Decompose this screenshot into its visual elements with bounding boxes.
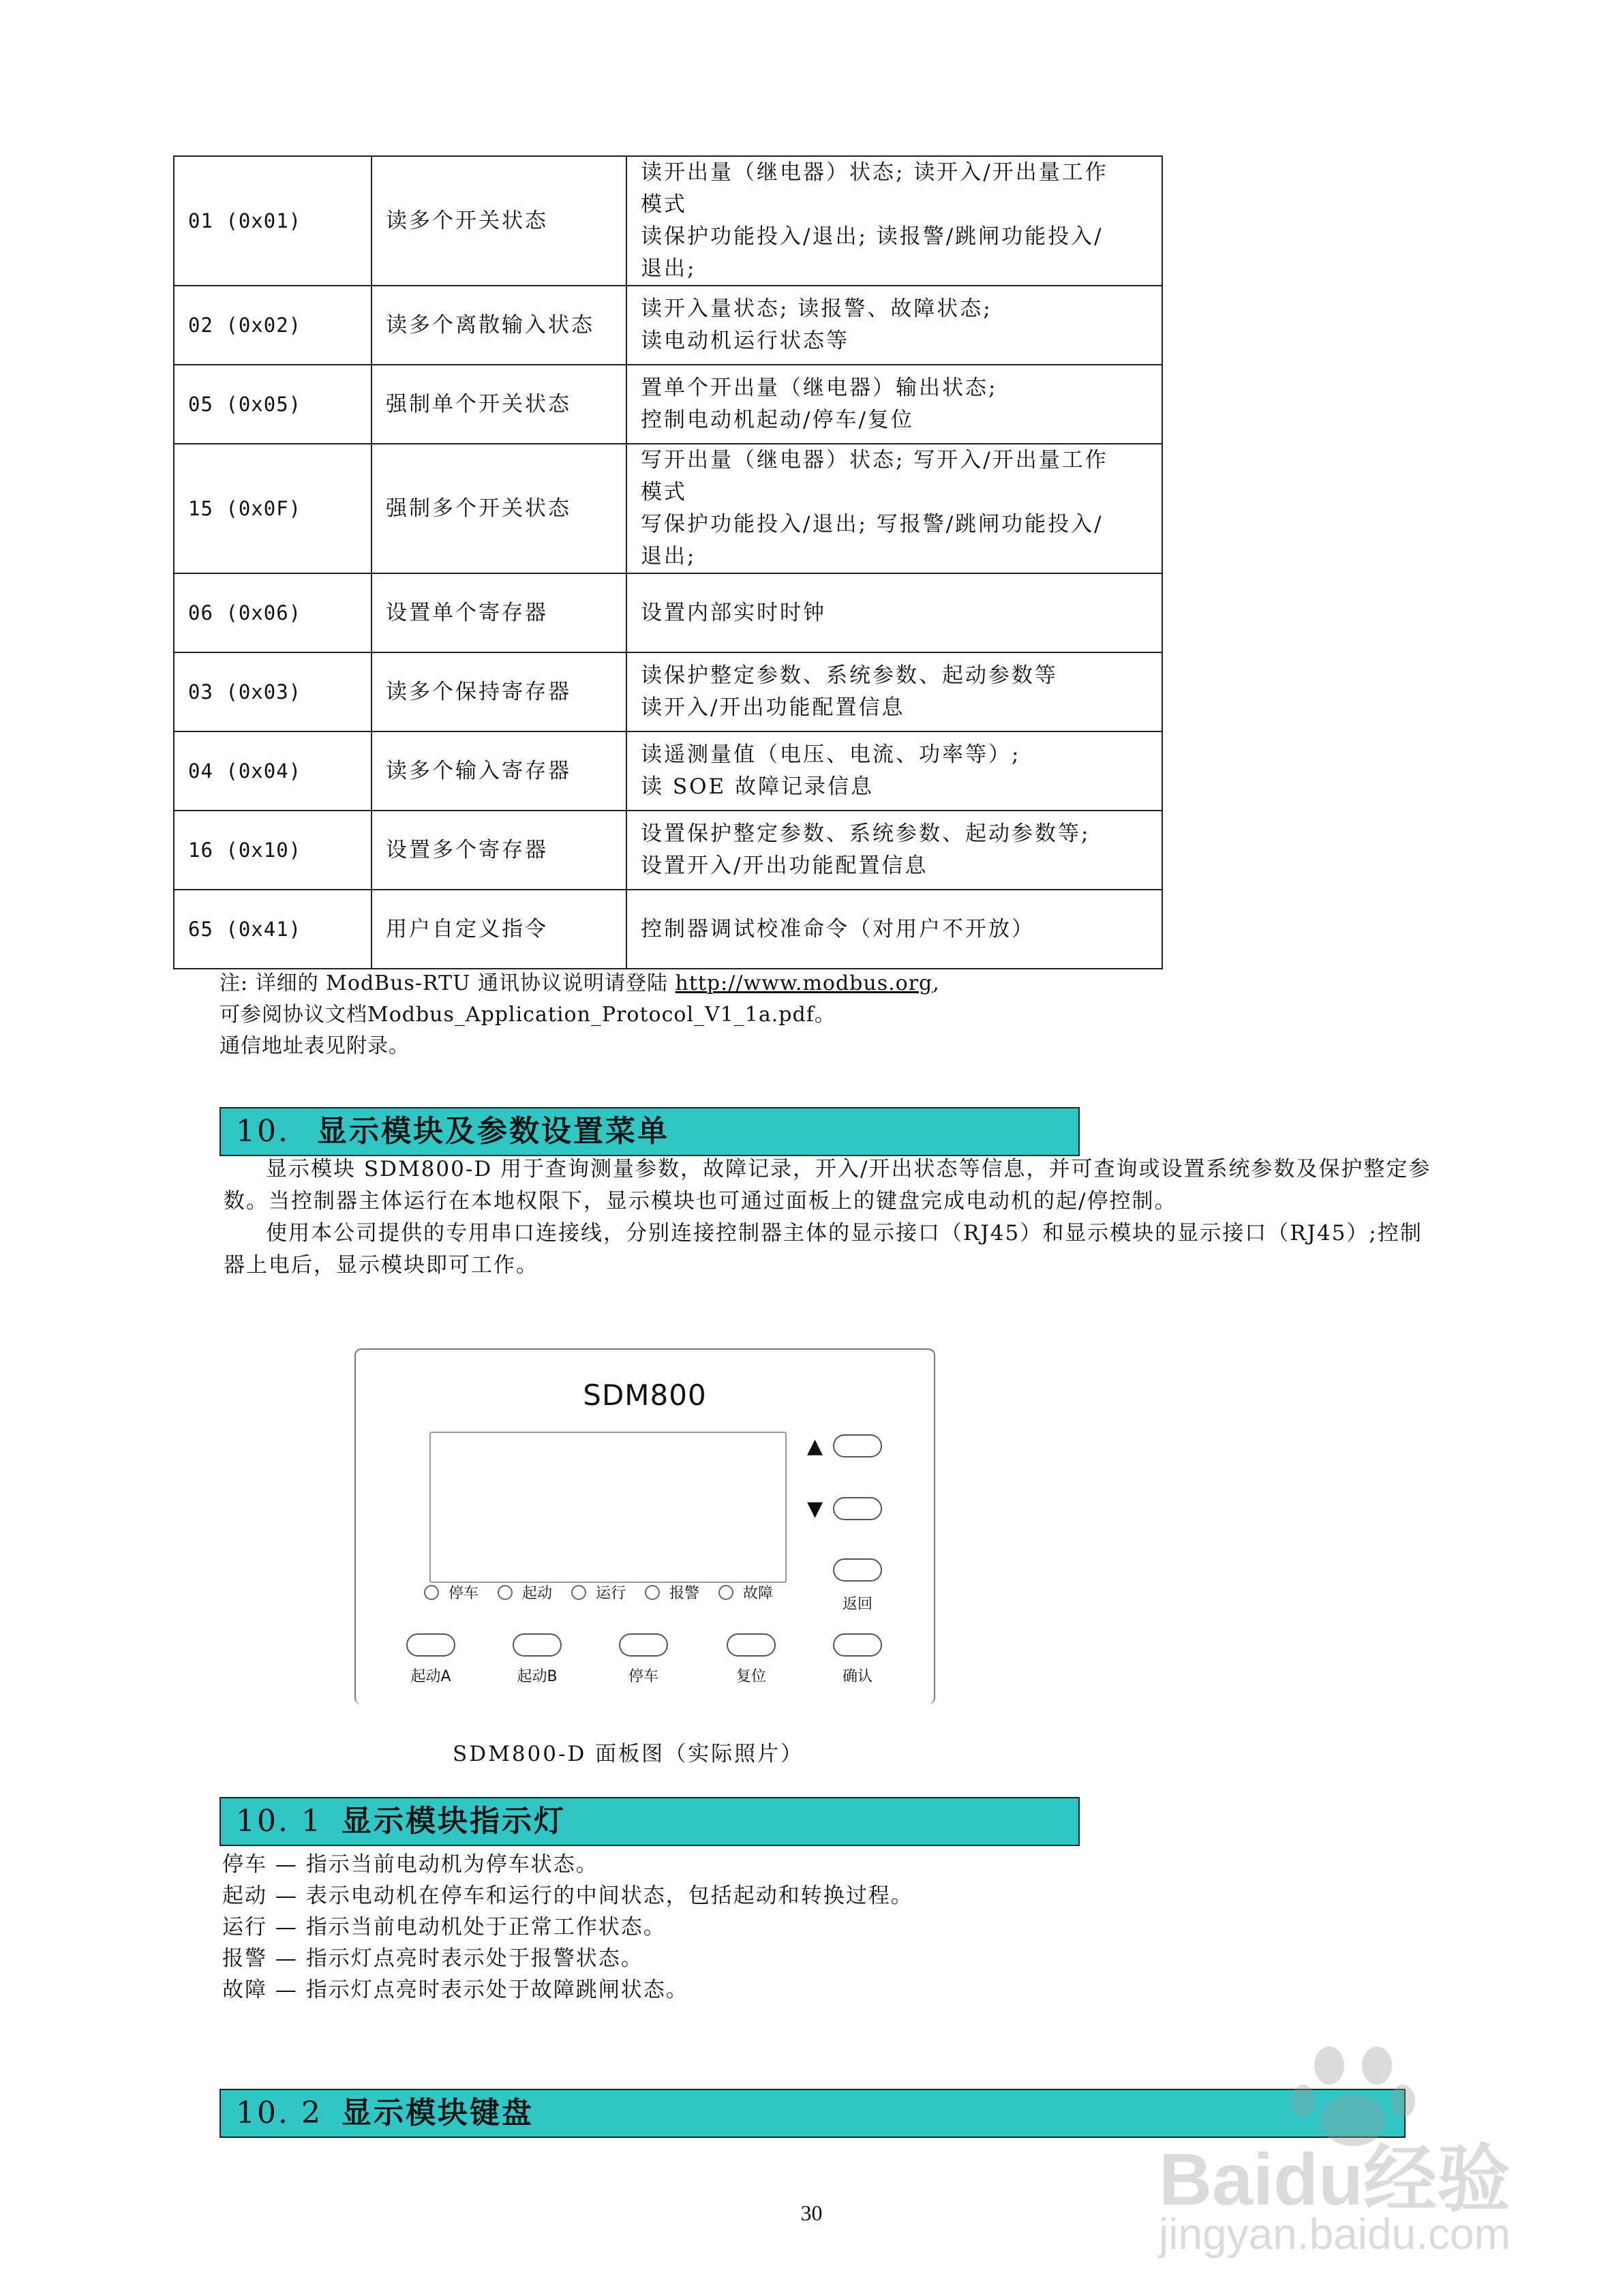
function-name-cell: 读多个输入寄存器 — [371, 731, 626, 811]
function-name-cell: 用户自定义指令 — [371, 890, 626, 969]
led-dot-icon — [718, 1585, 733, 1600]
panel-caption: SDM800-D 面板图（实际照片） — [453, 1742, 804, 1766]
led-start — [498, 1582, 552, 1603]
function-code-cell: 06 (0x06) — [174, 573, 371, 652]
function-code-cell: 16 (0x10) — [174, 811, 371, 890]
desc-line: 退出; — [641, 256, 697, 281]
desc-line: 设置开入/开出功能配置信息 — [641, 854, 928, 878]
led-dot-icon — [571, 1585, 586, 1600]
watermark-logo-text: Baidu经验 — [1159, 2138, 1511, 2220]
indicator-desc-start: 起动 — 表示电动机在停车和运行的中间状态，包括起动和转换过程。 — [222, 1884, 913, 1908]
led-label: 运行 — [596, 1585, 626, 1602]
section-title: 显示模块指示灯 — [341, 1804, 566, 1839]
indicator-desc-alarm: 报警 — 指示灯点亮时表示处于报警状态。 — [222, 1946, 643, 1971]
table-row — [174, 444, 1162, 573]
sdm800-panel-figure — [354, 1348, 935, 1704]
desc-line: 写保护功能投入/退出; 写报警/跳闸功能投入/ — [641, 512, 1104, 537]
note-line-1 — [219, 968, 940, 999]
table-row — [174, 365, 1162, 444]
function-code-cell: 01 (0x01) — [174, 156, 371, 286]
page-number: 30 — [800, 2201, 823, 2225]
function-name-cell: 读多个开关状态 — [371, 156, 626, 286]
led-fault — [718, 1582, 773, 1603]
desc-line: 读保护整定参数、系统参数、起动参数等 — [641, 663, 1058, 688]
stop-key-label: 停车 — [628, 1668, 658, 1685]
desc-line: 读遥测量值（电压、电流、功率等）; — [641, 742, 1021, 767]
table-row — [174, 573, 1162, 652]
indicator-desc-stop: 停车 — 指示当前电动机为停车状态。 — [222, 1852, 598, 1877]
led-label: 起动 — [522, 1585, 553, 1602]
function-desc-cell — [626, 365, 1162, 444]
indicator-desc-run: 运行 — 指示当前电动机处于正常工作状态。 — [222, 1915, 666, 1939]
led-stop — [424, 1582, 479, 1603]
reset-key-label: 复位 — [735, 1668, 766, 1685]
function-name-cell: 强制多个开关状态 — [371, 444, 626, 573]
led-label: 停车 — [449, 1585, 479, 1602]
function-code-cell: 03 (0x03) — [174, 652, 371, 731]
panel-lcd-screen — [429, 1432, 787, 1583]
function-desc-cell — [626, 890, 1162, 969]
stop-key[interactable] — [619, 1633, 668, 1657]
function-name-cell: 设置多个寄存器 — [371, 811, 626, 890]
note-prefix: 注: 详细的 ModBus-RTU 通讯协议说明请登陆 — [219, 971, 676, 995]
section-number: 10. 2 — [236, 2096, 322, 2130]
section-number: 10. 1 — [236, 1804, 322, 1839]
desc-line: 设置内部实时时钟 — [641, 600, 826, 625]
desc-line: 写开出量（继电器）状态; 写开入/开出量工作 — [641, 448, 1108, 472]
function-code-cell: 05 (0x05) — [174, 365, 371, 444]
desc-line: 读开入/开出功能配置信息 — [641, 695, 905, 720]
up-key[interactable] — [833, 1434, 882, 1457]
note-line-2: 可参阅协议文档Modbus_Application_Protocol_V1_1a.pdf。 — [219, 1003, 836, 1027]
desc-line: 置单个开出量（继电器）输出状态; — [641, 376, 998, 400]
desc-line: 模式 — [641, 192, 687, 217]
confirm-key[interactable] — [833, 1633, 882, 1657]
function-desc-cell — [626, 652, 1162, 731]
note-suffix: , — [932, 971, 940, 995]
paragraph-2: 使用本公司提供的专用串口连接线，分别连接控制器主体的显示接口（RJ45）和显示模块的显示接口（RJ45）;控制器上电后，显示模块即可工作。 — [224, 1221, 1423, 1278]
back-key-label: 返回 — [842, 1596, 873, 1613]
down-key[interactable] — [833, 1497, 882, 1520]
led-dot-icon — [498, 1585, 513, 1600]
start-b-label: 起动B — [517, 1668, 558, 1685]
led-label: 故障 — [743, 1585, 774, 1602]
function-name-cell: 强制单个开关状态 — [371, 365, 626, 444]
function-code-cell: 15 (0x0F) — [174, 444, 371, 573]
function-desc-cell — [626, 156, 1162, 286]
function-desc-cell — [626, 811, 1162, 890]
led-alarm — [645, 1582, 699, 1603]
table-row — [174, 286, 1162, 365]
function-desc-cell — [626, 444, 1162, 573]
table-row — [174, 156, 1162, 286]
desc-line: 读 SOE 故障记录信息 — [641, 774, 874, 799]
section-10-heading — [219, 1107, 1080, 1156]
desc-line: 模式 — [641, 480, 687, 504]
table-row — [174, 731, 1162, 811]
desc-line: 读开入量状态; 读报警、故障状态; — [641, 297, 992, 321]
paragraph-1: 显示模块 SDM800-D 用于查询测量参数，故障记录，开入/开出状态等信息，并可查询或设置系统参数及保护整定参数。当控制器主体运行在本地权限下，显示模块也可通过面板上的键盘完成电动机的起/停控制。 — [224, 1157, 1431, 1213]
function-name-cell: 读多个离散输入状态 — [371, 286, 626, 365]
function-code-table — [173, 155, 1163, 969]
led-dot-icon — [424, 1585, 439, 1600]
indicator-desc-fault: 故障 — 指示灯点亮时表示处于故障跳闸状态。 — [222, 1978, 688, 2002]
desc-line: 控制器调试校准命令（对用户不开放） — [641, 916, 1035, 941]
start-a-key[interactable] — [406, 1633, 455, 1657]
table-row — [174, 652, 1162, 731]
start-a-label: 起动A — [410, 1668, 451, 1685]
function-desc-cell — [626, 731, 1162, 811]
function-name-cell: 设置单个寄存器 — [371, 573, 626, 652]
function-code-cell: 04 (0x04) — [174, 731, 371, 811]
desc-line: 退出; — [641, 544, 697, 569]
function-code-cell: 65 (0x41) — [174, 890, 371, 969]
led-run — [571, 1582, 626, 1603]
modbus-link[interactable]: http://www.modbus.org — [675, 971, 933, 995]
watermark-site-text: jingyan.baidu.com — [1159, 2209, 1511, 2259]
section-title: 显示模块键盘 — [341, 2096, 534, 2130]
section-10-1-heading — [219, 1797, 1080, 1846]
led-dot-icon — [645, 1585, 660, 1600]
section-10-body — [224, 1153, 1444, 1282]
section-number: 10. — [236, 1114, 290, 1149]
section-title: 显示模块及参数设置菜单 — [316, 1114, 669, 1149]
confirm-key-label: 确认 — [842, 1668, 873, 1685]
panel-title: SDM800 — [583, 1378, 707, 1412]
baidu-watermark — [1152, 2038, 1520, 2284]
led-label: 报警 — [669, 1585, 700, 1602]
desc-line: 读开出量（继电器）状态; 读开入/开出量工作 — [641, 160, 1108, 185]
desc-line: 控制电动机起动/停车/复位 — [641, 408, 914, 432]
back-key[interactable] — [833, 1558, 882, 1582]
function-desc-cell — [626, 286, 1162, 365]
table-row — [174, 811, 1162, 890]
desc-line: 设置保护整定参数、系统参数、起动参数等; — [641, 821, 1091, 846]
function-desc-cell — [626, 573, 1162, 652]
function-code-cell: 02 (0x02) — [174, 286, 371, 365]
desc-line: 读电动机运行状态等 — [641, 329, 849, 353]
note-line-3: 通信地址表见附录。 — [219, 1034, 410, 1058]
function-name-cell: 读多个保持寄存器 — [371, 652, 626, 731]
reset-key[interactable] — [727, 1633, 776, 1657]
up-arrow-icon: ▲ — [807, 1434, 823, 1458]
table-row — [174, 890, 1162, 969]
start-b-key[interactable] — [513, 1633, 562, 1657]
desc-line: 读保护功能投入/退出; 读报警/跳闸功能投入/ — [641, 224, 1104, 249]
down-arrow-icon: ▼ — [807, 1497, 823, 1521]
